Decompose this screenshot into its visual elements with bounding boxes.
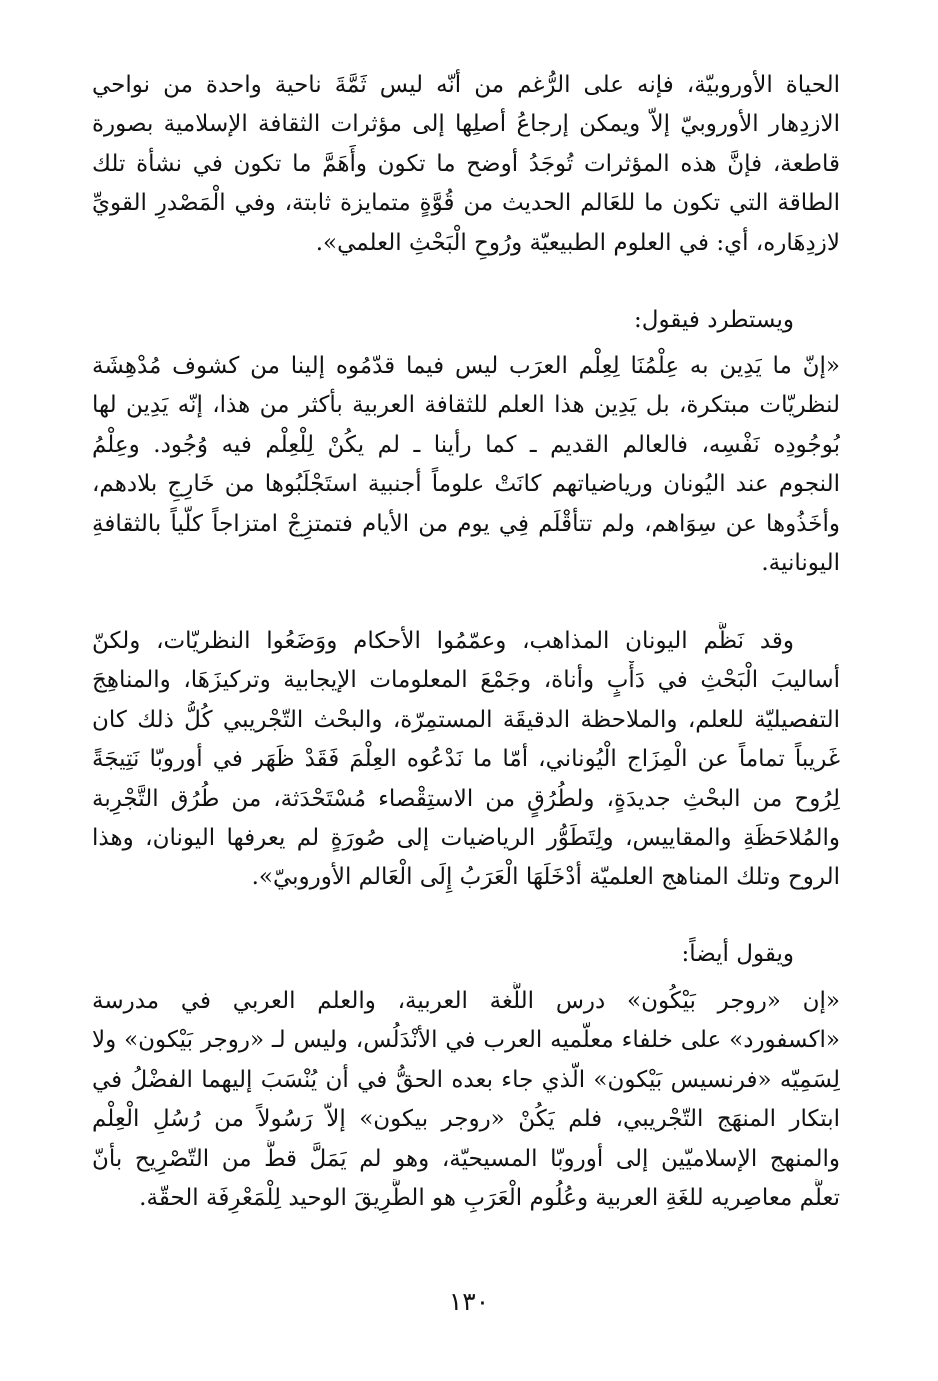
text-line: والمُلاحَظَةِ والمقاييس، ولِتَطَوُّر الرياضيات إلى صُورَةٍ لم يعرفها اليونان، وهذا [92,824,840,851]
text-line: اليونانية. [761,549,840,576]
text-line: الحياة الأوروبيّة، فإنه على الرُّغم من أنّه ليس ثَمَّةَ ناحية واحدة من نواحي [92,72,840,98]
text-line: وأخَذُوها عن سِوَاهم، ولم تتأقْلَم فِي يوم من الأيام فتمتزِجْ امتزاجاً كلّياً بالثقافةِ [92,510,840,537]
text-line: الازدِهار الأوروبيّ إلاّ ويمكن إرجاعُ أصلِها إلى مؤثرات الثقافة الإسلامية بصورة [92,111,840,138]
text-line: «إن «روجر بَيْكُون» درس اللُّغة العربية، والعلم العربي في مدرسة [92,988,840,1014]
text-line: الروح وتلك المناهج العلميّة أدْخَلَهَا الْعَرَبُ إِلَى الْعَالم الأوروبيّ». [251,864,840,891]
text-line: لِسَمِيّه «فرنسيس بَيْكون» الّذي جاء بعده الحقُّ في أن يُنْسَبَ إليهما الفضْلُ في [92,1066,840,1093]
text-line: النجوم عند اليُونان ورياضياتهم كانَتْ علوماً أجنبية استَجْلَبُوها من خَارِجِ بلادهم، [92,471,840,498]
quote-roger-bacon [92,982,840,1218]
text-line: الطاقة التي تكون ما للعَالم الحديث من قُوَّةٍ متمايزة ثابتة، وفي الْمَصْدرِ القويِّ [92,190,840,217]
text-line: أساليبَ الْبَحْثِ في دَأْبٍ وأناة، وجَمْعَ المعلومات الإيجابية وتركيزَهَا، والمناهِجَ [92,667,840,694]
text-line: غَريباً تماماً عن الْمِزَاج الْيُوناني، أمّا ما نَدْعُوه العِلْمَ فَقَدْ ظَهَر في أوروبّا نَتِيجَةً [92,746,840,773]
text-line: لنظريّات مبتكرة، بل يَدِين هذا العلم للثقافة العربية بأكثر من هذا، إنّه يَدِين لها [92,392,840,419]
text-line: ويستطرد فيقول: [634,307,794,333]
text-line: التفصيليّة للعلم، والملاحظة الدقيقَة المستمِرّة، والبحْث التّجْريبي كُلُّ ذلك كان [92,706,840,733]
text-line: تعلُّم معاصِريه للغَةِ العربية وعُلُوم الْعَرَبِ هو الطَّرِيقَ الوحيد لِلْمَعْرِفَة الحقّة. [139,1184,840,1211]
text-line: وقد نَظَّم اليونان المذاهب، وعمّمُوا الأحكام ووَضَعُوا النظريّات، ولكنّ [92,628,794,654]
page-number: ١٣٠ [448,1287,490,1316]
text-line: «إنّ ما يَدِين به عِلْمُنَا لِعِلْم العرَب ليس فيما قدّمُوه إلينا من كشوف مُدْهِشَة [92,353,840,379]
paragraph-also-says [92,935,840,974]
paragraph-continues-saying [92,301,840,340]
text-line: لِرُوح من البحْثِ جديدَةٍ، ولطُرُقٍ من الاستِقْصاء مُسْتَحْدَثة، من طُرُق التَّجْرِبة [92,785,840,812]
text-line: ابتكار المنهَج التّجْريبي، فلم يَكُنْ «روجر بيكون» إلاّ رَسُولاً من رُسُلِ الْعِلْم [92,1106,840,1133]
quote-science-debt [92,347,840,583]
text-line: قاطعة، فإنَّ هذه المؤثرات تُوجَدُ أوضح ما تكون وأَهَمَّ ما تكون في نشأة تلك [92,150,840,177]
text-line: بُوجُودِه نَفْسِه، فالعالم القديم ـ كما رأينا ـ لم يكُنْ لِلْعِلْم فيه وُجُود. وعِلْمُ [92,431,840,458]
paragraph-greek-methods [92,622,840,898]
text-line: لازدِهَاره، أي: في العلوم الطبيعيّة ورُوحِ الْبَحْثِ العلمي». [315,229,840,256]
text-line: ويقول أيضاً: [681,941,794,967]
text-line: «اكسفورد» على خلفاء معلّميه العرب في الأنْدَلُس، وليس لـ «روجر بَيْكون» ولا [92,1027,840,1054]
paragraph-european-life [92,66,840,263]
text-line: والمنهج الإسلاميّين إلى أوروبّا المسيحيّة، وهو لم يَمَلَّ قطُّ من التّصْرِيح بأنّ [92,1145,840,1172]
